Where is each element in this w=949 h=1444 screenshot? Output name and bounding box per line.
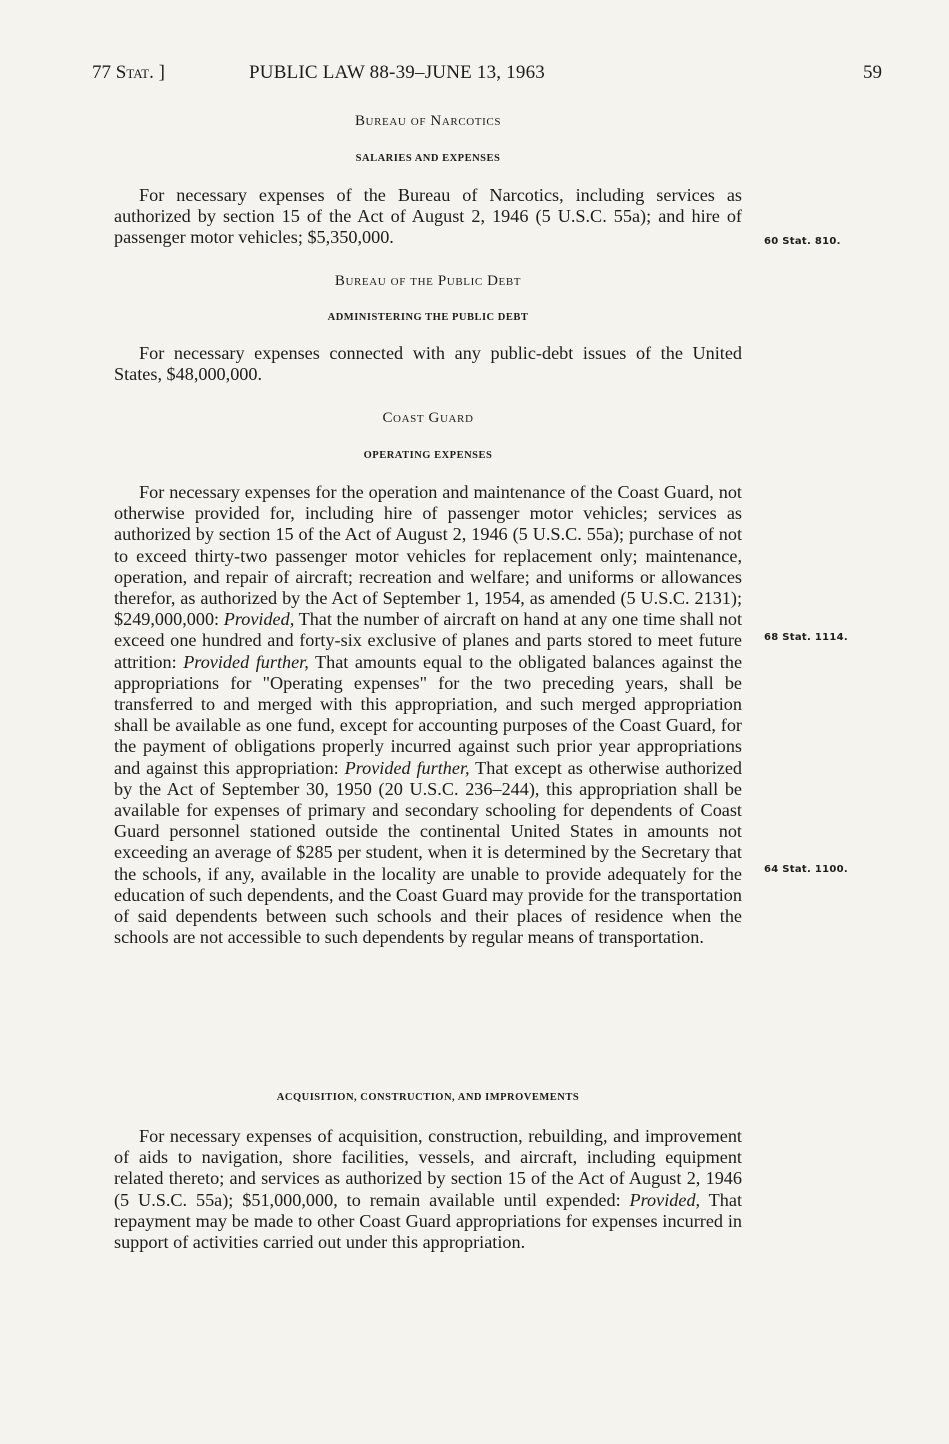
proviso-label: Provided further, xyxy=(183,651,309,672)
page-number: 59 xyxy=(863,62,882,83)
page-header xyxy=(92,62,882,88)
paragraph-acquisition xyxy=(114,1126,742,1253)
operating-text-4: That except as otherwise authorized by the Act of September 30, 1950 (20 U.S.C. 236–244), this appropriation shall be available for expenses of primary and secondary schooling for dependents of Coast Guard personnel stationed outside the continental United States in amounts not exceeding an average of $285 per student, when it is determined by the Secretary that the schools, if any, available in the locality are unable to provide adequately for the education of such dependents, and the Coast Guard may provide for the transportation of said dependents between such schools and their places of residence when the schools are not accessible to such dependents by regular means of transportation. xyxy=(114,757,743,948)
law-title: PUBLIC LAW 88-39–JUNE 13, 1963 xyxy=(249,62,545,83)
proviso-label: Provided, xyxy=(629,1189,701,1210)
paragraph-public-debt: For necessary expenses connected with any public-debt issues of the United States, $48,000,000. xyxy=(114,343,742,385)
agency-coast-guard: Coast Guard xyxy=(382,410,474,426)
operating-text-3: That amounts equal to the obligated balances against the appropriations for "Operating expenses" for the two preceding years, shall be transferred to and merged with this appropriation, and such merged appropriation shall be available as one fund, except for accounting purposes of the Coast Guard, for the payment of obligations properly incurred against such prior year appropriations and against this appropriation: xyxy=(114,651,743,778)
heading-salaries-expenses: SALARIES AND EXPENSES xyxy=(355,153,501,164)
proviso-label: Provided, xyxy=(223,609,295,630)
heading-operating-expenses: OPERATING EXPENSES xyxy=(363,450,493,461)
paragraph-narcotics: For necessary expenses of the Bureau of Narcotics, including services as authorized by section 15 of the Act of August 2, 1946 (5 U.S.C. 55a); and hire of passenger motor vehicles; $5,350,000. xyxy=(114,185,742,248)
proviso-label: Provided further, xyxy=(344,757,470,778)
operating-text-2: That the number of aircraft on hand at any one time shall not exceed one hundred and forty-six exclusive of planes and parts stored to meet future attrition: xyxy=(114,609,743,672)
margin-note-60-stat: 60 Stat. 810. xyxy=(764,236,841,247)
heading-acquisition-construction: ACQUISITION, CONSTRUCTION, AND IMPROVEMENTS xyxy=(276,1092,580,1103)
margin-note-68-stat: 68 Stat. 1114. xyxy=(764,632,849,643)
operating-text-1: For necessary expenses for the operation and maintenance of the Coast Guard, not otherwise provided for, including hire of passenger motor vehicles; services as authorized by section 15 of the Act of August 2, 1946 (5 U.S.C. 55a); purchase of not to exceed thirty-two passenger motor vehicles for replacement only; maintenance, operation, and repair of aircraft; recreation and welfare; and uniforms or allowances therefor, as authorized by the Act of September 1, 1954, as amended (5 U.S.C. 2131); $249,000,000: xyxy=(114,482,742,630)
heading-administering-public-debt: ADMINISTERING THE PUBLIC DEBT xyxy=(327,312,529,323)
margin-note-64-stat: 64 Stat. 1100. xyxy=(764,864,849,875)
stat-reference: 77 Stat. ] xyxy=(92,62,165,83)
agency-narcotics: Bureau of Narcotics xyxy=(354,113,502,129)
agency-public-debt: Bureau of the Public Debt xyxy=(334,273,522,289)
paragraph-coast-guard-operating xyxy=(114,482,742,948)
acquisition-text-1: For necessary expenses of acquisition, construction, rebuilding, and improvement of aids to navigation, shore facilities, vessels, and aircraft, including equipment related thereto; and services as authorized by section 15 of the Act of August 2, 1946 (5 U.S.C. 55a); $51,000,000, to remain available until expended: xyxy=(114,1126,742,1210)
acquisition-text-2: That repayment may be made to other Coast Guard appropriations for expenses incurred in support of activities carried out under this appropriation. xyxy=(114,1189,743,1253)
